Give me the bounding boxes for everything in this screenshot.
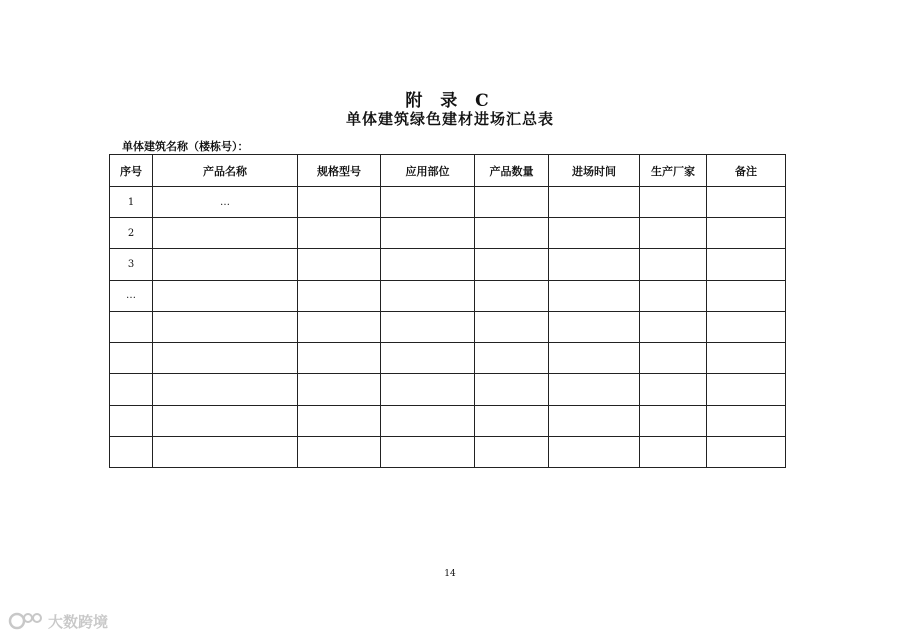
- table-cell: [707, 405, 786, 436]
- table-cell: [549, 249, 640, 280]
- table-cell: [640, 218, 707, 249]
- table-cell: [707, 249, 786, 280]
- table-cell: [381, 436, 475, 467]
- table-cell: [707, 187, 786, 218]
- column-header-seq: 序号: [110, 155, 153, 187]
- column-header-application-location: 应用部位: [381, 155, 475, 187]
- table-cell: [640, 249, 707, 280]
- table-cell: [110, 343, 153, 374]
- table-row: [110, 187, 786, 218]
- table-cell: [298, 343, 381, 374]
- table-cell: [707, 311, 786, 342]
- table-cell: [475, 374, 549, 405]
- table-row: [110, 436, 786, 467]
- column-header-quantity: 产品数量: [475, 155, 549, 187]
- table-cell: [640, 343, 707, 374]
- table-cell: [153, 311, 298, 342]
- table-cell: [640, 405, 707, 436]
- table-row: [110, 343, 786, 374]
- table-row: [110, 405, 786, 436]
- appendix-title: 附 录 C: [405, 91, 495, 111]
- table-row: [110, 280, 786, 311]
- table-cell: [475, 405, 549, 436]
- table-cell: [298, 374, 381, 405]
- building-name-label: 单体建筑名称（楼栋号）：: [122, 140, 249, 153]
- table-cell: [640, 436, 707, 467]
- table-header-row: [110, 155, 786, 187]
- table-cell: [640, 374, 707, 405]
- table-cell: [110, 311, 153, 342]
- table-cell: [153, 280, 298, 311]
- table-cell: [707, 218, 786, 249]
- table-cell: [549, 405, 640, 436]
- table-cell: [381, 374, 475, 405]
- table-cell: [381, 218, 475, 249]
- table-cell: 2: [110, 218, 153, 249]
- table-cell: [707, 436, 786, 467]
- table-cell: [549, 311, 640, 342]
- table-cell: [298, 249, 381, 280]
- table-cell: [153, 374, 298, 405]
- column-header-spec-model: 规格型号: [298, 155, 381, 187]
- table-cell: [298, 405, 381, 436]
- table-cell: [475, 249, 549, 280]
- column-header-remarks: 备注: [707, 155, 786, 187]
- page-number: 14: [444, 569, 456, 579]
- summary-table: [109, 154, 786, 468]
- table-cell: [549, 343, 640, 374]
- table-cell: [549, 187, 640, 218]
- table-cell: [153, 405, 298, 436]
- table-row: [110, 249, 786, 280]
- table-cell: [475, 343, 549, 374]
- column-header-product-name: 产品名称: [153, 155, 298, 187]
- table-cell: [381, 187, 475, 218]
- table-cell: [381, 311, 475, 342]
- table-cell: [298, 218, 381, 249]
- table-cell: [298, 280, 381, 311]
- table-cell: [110, 374, 153, 405]
- table-row: [110, 374, 786, 405]
- table-cell: [381, 249, 475, 280]
- table-cell: 1: [110, 187, 153, 218]
- table-cell: [549, 436, 640, 467]
- table-cell: [640, 280, 707, 311]
- table-cell: [475, 218, 549, 249]
- table-cell: [475, 280, 549, 311]
- column-header-manufacturer: 生产厂家: [640, 155, 707, 187]
- table-row: [110, 218, 786, 249]
- column-header-entry-time: 进场时间: [549, 155, 640, 187]
- table-title: 单体建筑绿色建材进场汇总表: [345, 110, 554, 128]
- table-cell: [707, 374, 786, 405]
- table-row: [110, 311, 786, 342]
- watermark-text: 大数跨境: [48, 612, 109, 631]
- table-cell: [298, 436, 381, 467]
- table-cell: …: [110, 280, 153, 311]
- table-cell: [381, 280, 475, 311]
- table-cell: [110, 436, 153, 467]
- table-cell: [153, 249, 298, 280]
- table-cell: [153, 436, 298, 467]
- table-cell: [381, 405, 475, 436]
- table-cell: [549, 280, 640, 311]
- table-cell: [475, 311, 549, 342]
- table-cell: [153, 218, 298, 249]
- table-cell: [298, 311, 381, 342]
- table-cell: [549, 374, 640, 405]
- table-cell: [707, 280, 786, 311]
- table-cell: [707, 343, 786, 374]
- table-cell: [475, 436, 549, 467]
- logo-icon: [8, 611, 44, 631]
- table-cell: [640, 187, 707, 218]
- table-cell: 3: [110, 249, 153, 280]
- table-cell: [640, 311, 707, 342]
- table-cell: …: [153, 187, 298, 218]
- table-cell: [298, 187, 381, 218]
- table-cell: [110, 405, 153, 436]
- table-cell: [475, 187, 549, 218]
- watermark: [8, 610, 108, 632]
- table-cell: [381, 343, 475, 374]
- table-cell: [153, 343, 298, 374]
- table-cell: [549, 218, 640, 249]
